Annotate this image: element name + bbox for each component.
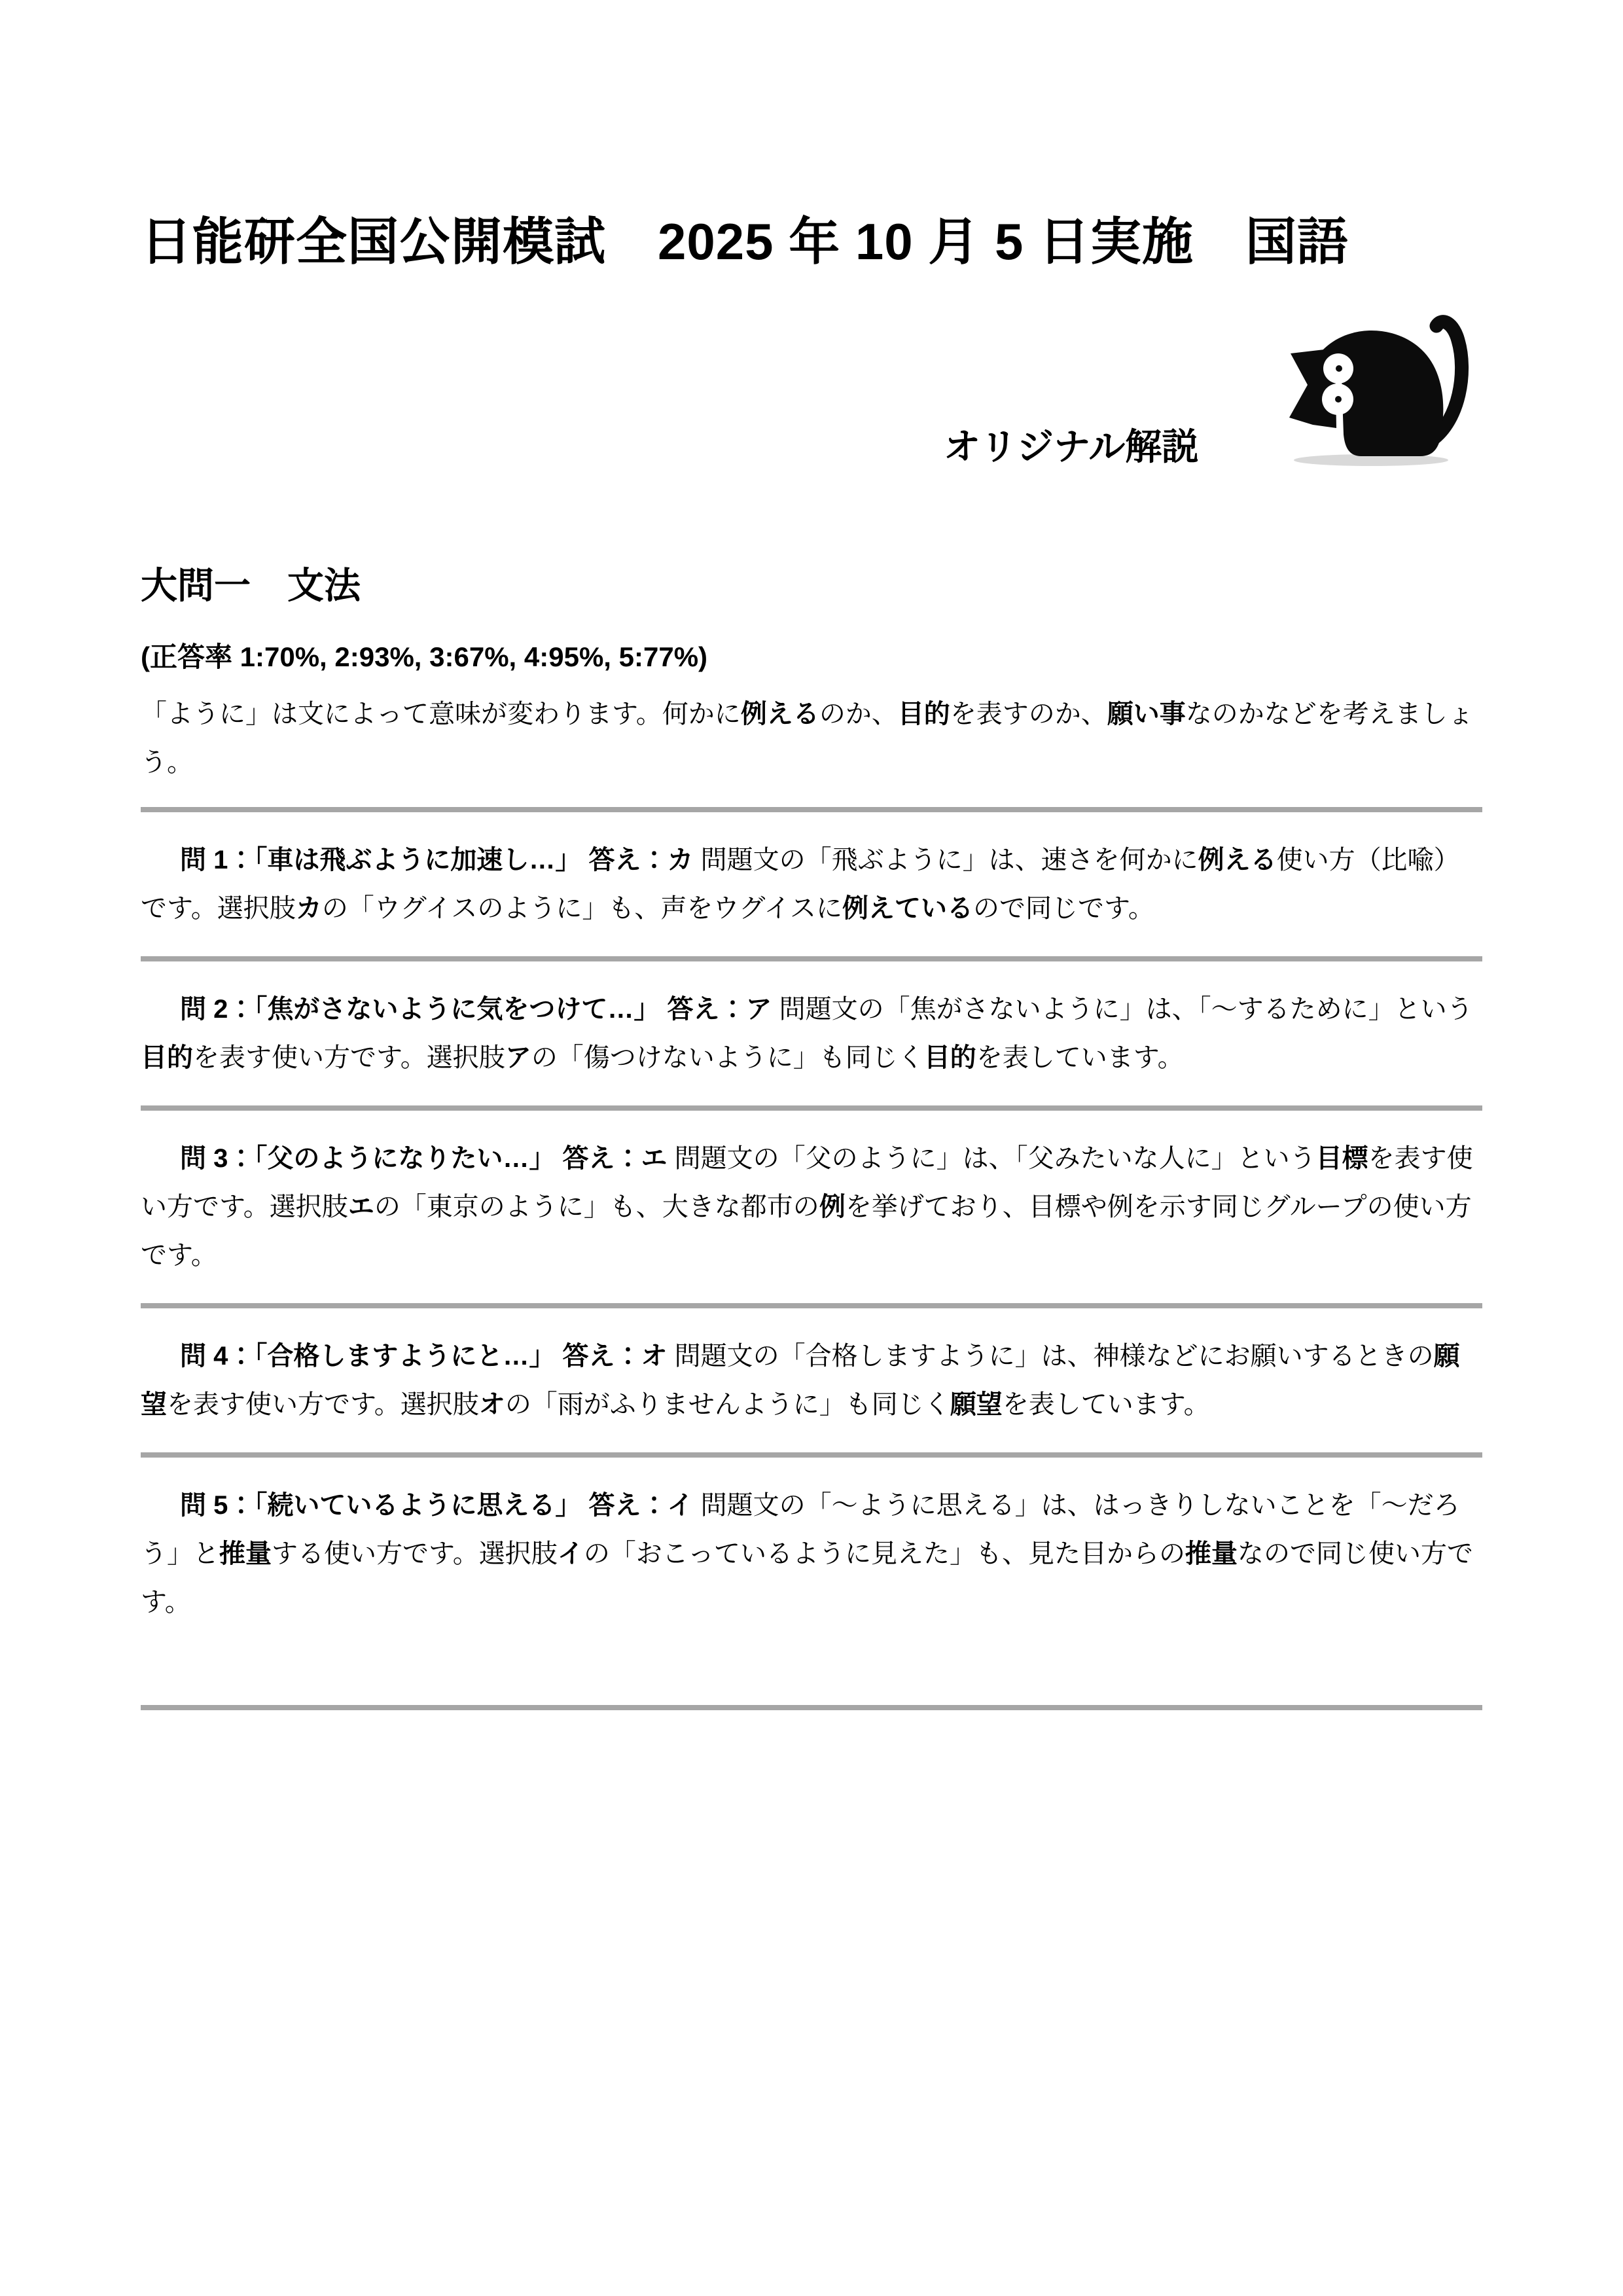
divider	[141, 1452, 1482, 1458]
divider	[141, 1105, 1482, 1111]
divider	[141, 1705, 1482, 1710]
section-heading: 大問一 文法	[141, 565, 361, 606]
question-explanation-3: 問 3：「父のようになりたい…」 答え：エ 問題文の「父のように」は、「父みたいな人に」という目標を表す使い方です。選択肢エの「東京のように」も、大きな都市の例を挙げており、目標や例を示す同じグループの使い方です。	[141, 1143, 1473, 1270]
content	[141, 0, 1482, 1710]
divider	[141, 807, 1482, 812]
question-explanation-4: 問 4：「合格しますようにと…」 答え：オ 問題文の「合格しますように」は、神様などにお願いするときの願望を表す使い方です。選択肢オの「雨がふりませんように」も同じく願望を表しています。	[141, 1341, 1460, 1419]
page-title: 日能研全国公開模試 2025 年 10 月 5 日実施 国語	[141, 213, 1349, 270]
question-explanation-5: 問 5：「続いているように思える」 答え：イ 問題文の「～ように思える」は、はっきりしないことを「～だろう」と推量する使い方です。選択肢イの「おこっているように見えた」も、見た目からの推量なので同じ使い方です。	[141, 1490, 1474, 1617]
subtitle: オリジナル解説	[944, 426, 1199, 467]
divider	[141, 956, 1482, 961]
divider	[141, 1303, 1482, 1308]
accuracy-stats: (正答率 1:70%, 2:93%, 3:67%, 4:95%, 5:77%)	[141, 641, 708, 673]
question-explanation-1: 問 1：「車は飛ぶように加速し…」 答え：カ 問題文の「飛ぶように」は、速さを何かに例える使い方（比喩）です。選択肢カの「ウグイスのように」も、声をウグイスに例えているので同じです。	[141, 845, 1460, 923]
question-explanation-2: 問 2：「焦がさないように気をつけて…」 答え：ア 問題文の「焦がさないように」は、「～するために」という目的を表す使い方です。選択肢アの「傷つけないように」も同じく目的を表しています。	[141, 994, 1473, 1072]
section-intro: 「ように」は文によって意味が変わります。何かに例えるのか、目的を表すのか、願い事なのかなどを考えましょう。	[141, 699, 1474, 777]
